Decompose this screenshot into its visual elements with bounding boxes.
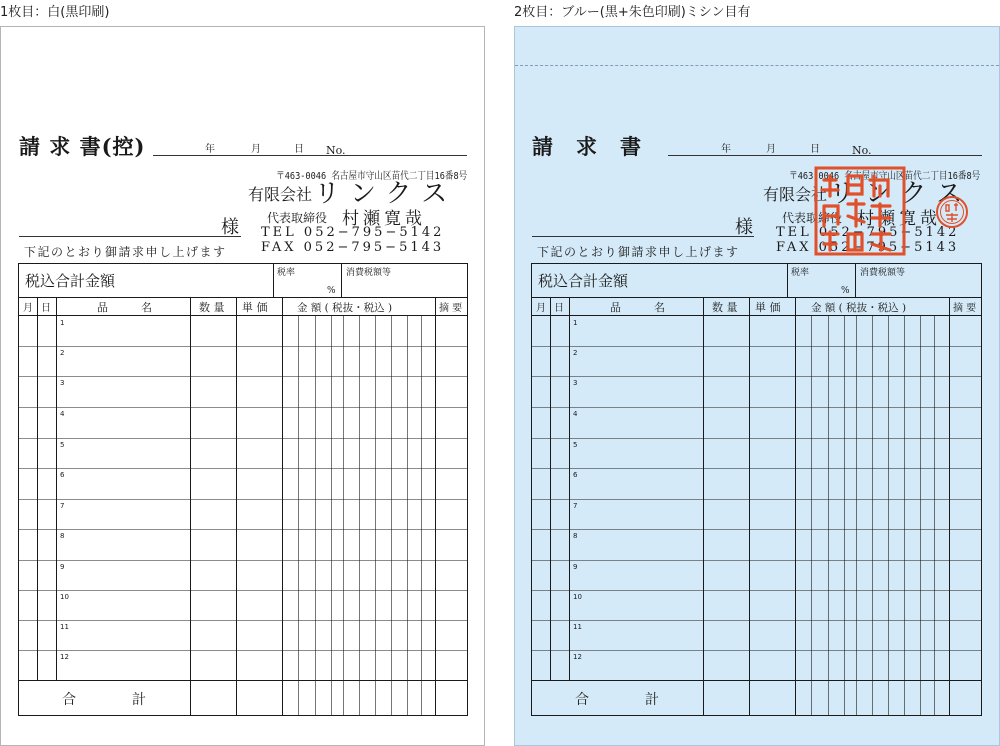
invoice-customer-sheet bbox=[514, 26, 1000, 746]
honorific-sama: 様 bbox=[221, 217, 239, 238]
row-number: 3 bbox=[60, 379, 65, 387]
col-notes: 摘 要 bbox=[439, 303, 463, 314]
row-number: 5 bbox=[60, 441, 65, 449]
recipient-line bbox=[19, 236, 241, 237]
amount-digit-lines bbox=[812, 315, 935, 716]
tax-rate-label: 税率 bbox=[277, 268, 296, 278]
row-number: 11 bbox=[573, 623, 582, 631]
title-underline bbox=[668, 155, 982, 156]
date-month-label: 月 bbox=[251, 144, 261, 155]
row-numbers bbox=[573, 319, 582, 661]
invoice-title: 請 求 書(控) bbox=[19, 134, 146, 159]
date-year-label: 年 bbox=[205, 144, 215, 155]
row-lines bbox=[531, 347, 982, 651]
row-number: 6 bbox=[60, 471, 65, 479]
grand-total-label: 合 計 bbox=[575, 692, 659, 708]
date-day-label: 日 bbox=[294, 144, 304, 155]
table-lines bbox=[531, 263, 982, 716]
company-seal-stamp bbox=[814, 166, 906, 256]
honorific-sama: 様 bbox=[735, 217, 753, 238]
title-underline bbox=[153, 155, 467, 156]
recipient-line bbox=[532, 236, 754, 237]
col-item: 品 名 bbox=[97, 301, 152, 314]
row-number: 8 bbox=[573, 532, 578, 540]
invoice-notice: 下記のとおり御請求申し上げます bbox=[537, 245, 740, 259]
table-lines bbox=[18, 263, 468, 716]
fax-number: FAX 052−795−5143 bbox=[261, 240, 445, 255]
sender-address: 〒463-0046 名古屋市守山区苗代二丁目16番8号 bbox=[275, 171, 467, 182]
col-month: 月 bbox=[23, 303, 33, 314]
amount-digit-lines bbox=[299, 315, 422, 716]
tax-amount-label: 消費税額等 bbox=[346, 268, 392, 278]
row-number: 12 bbox=[60, 653, 69, 661]
rep-name: 村瀬寛哉 bbox=[342, 209, 426, 229]
row-number: 8 bbox=[60, 532, 65, 540]
row-numbers bbox=[60, 319, 69, 661]
invoice-number-label: No. bbox=[852, 144, 872, 157]
row-number: 9 bbox=[573, 563, 578, 571]
col-notes: 摘 要 bbox=[953, 303, 977, 314]
col-qty: 数 量 bbox=[712, 301, 738, 314]
rep-title: 代表取締役 bbox=[267, 211, 328, 225]
row-number: 1 bbox=[573, 319, 578, 327]
tel-number: TEL 052−795−5142 bbox=[776, 225, 960, 240]
invoice-table bbox=[531, 263, 983, 716]
company-name: リンクス bbox=[314, 179, 458, 209]
total-amount-label: 税込合計金額 bbox=[25, 272, 116, 290]
date-day-label: 日 bbox=[810, 144, 820, 155]
row-number: 2 bbox=[60, 349, 65, 357]
row-number: 9 bbox=[60, 563, 65, 571]
col-price: 単 価 bbox=[755, 301, 781, 314]
sheet2-caption: 2枚目：ブルー(黒+朱色印刷)ミシン目有 bbox=[514, 5, 751, 20]
row-number: 4 bbox=[60, 410, 65, 418]
fax-number: FAX 052−795−5143 bbox=[776, 240, 960, 255]
row-number: 10 bbox=[60, 593, 69, 601]
row-number: 2 bbox=[573, 349, 578, 357]
invoice-title: 請 求 書 bbox=[532, 134, 642, 159]
row-number: 7 bbox=[60, 502, 65, 510]
representative-seal-stamp bbox=[935, 195, 969, 229]
row-number: 7 bbox=[573, 502, 578, 510]
company-type: 有限会社 bbox=[763, 185, 828, 204]
col-price: 単 価 bbox=[242, 301, 268, 314]
percent-sign: % bbox=[327, 286, 336, 296]
perforation-line bbox=[515, 65, 999, 66]
company-type: 有限会社 bbox=[248, 185, 313, 204]
col-qty: 数 量 bbox=[199, 301, 225, 314]
row-number: 6 bbox=[573, 471, 578, 479]
row-number: 1 bbox=[60, 319, 65, 327]
col-amount: 金 額 ( 税抜・税込 ) bbox=[811, 302, 907, 314]
sender-address: 〒463-0046 名古屋市守山区苗代二丁目16番8号 bbox=[788, 171, 980, 182]
col-day: 日 bbox=[554, 303, 564, 314]
date-month-label: 月 bbox=[766, 144, 776, 155]
rep-title: 代表取締役 bbox=[782, 211, 843, 225]
row-number: 12 bbox=[573, 653, 582, 661]
rep-name: 村瀬寛哉 bbox=[857, 209, 941, 229]
grand-total-label: 合 計 bbox=[62, 692, 146, 708]
invoice-copy-sheet bbox=[0, 26, 485, 746]
invoice-notice: 下記のとおり御請求申し上げます bbox=[24, 245, 227, 259]
sheet1-caption: 1枚目：白(黒印刷) bbox=[0, 5, 110, 20]
percent-sign: % bbox=[841, 286, 850, 296]
row-number: 4 bbox=[573, 410, 578, 418]
tax-rate-label: 税率 bbox=[791, 268, 810, 278]
col-amount: 金 額 ( 税抜・税込 ) bbox=[297, 302, 393, 314]
tel-number: TEL 052−795−5142 bbox=[261, 225, 445, 240]
row-number: 10 bbox=[573, 593, 582, 601]
invoice-number-label: No. bbox=[326, 144, 346, 157]
total-amount-label: 税込合計金額 bbox=[538, 272, 629, 290]
date-year-label: 年 bbox=[721, 144, 731, 155]
row-number: 5 bbox=[573, 441, 578, 449]
company-name: リンクス bbox=[829, 179, 973, 209]
tax-amount-label: 消費税額等 bbox=[860, 268, 906, 278]
col-item: 品 名 bbox=[610, 301, 665, 314]
col-month: 月 bbox=[536, 303, 546, 314]
col-day: 日 bbox=[41, 303, 51, 314]
row-number: 11 bbox=[60, 623, 69, 631]
row-lines bbox=[18, 347, 468, 651]
invoice-table bbox=[18, 263, 468, 716]
row-number: 3 bbox=[573, 379, 578, 387]
